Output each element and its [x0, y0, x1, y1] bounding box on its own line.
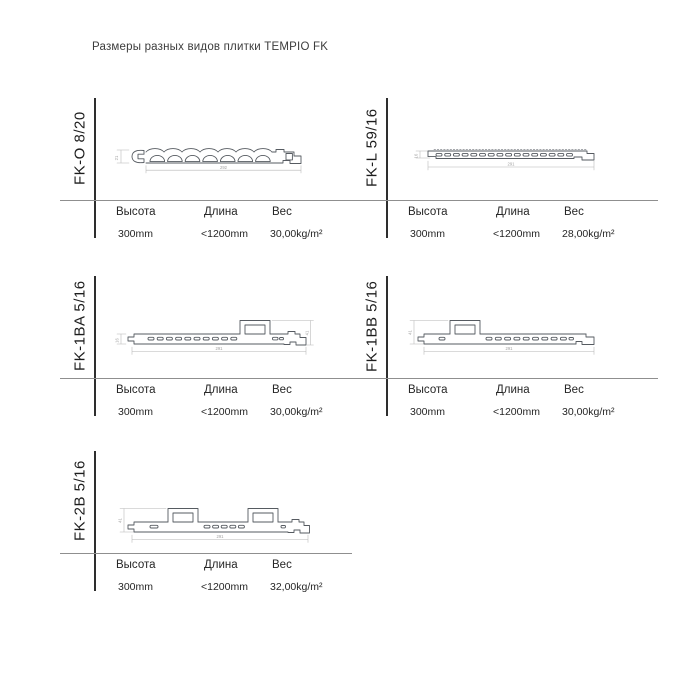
width-dimension-label: 291 — [215, 346, 223, 352]
spec-height-header: Высота — [116, 559, 156, 571]
section-fk-1ba-5-16 — [60, 276, 352, 422]
spec-length-value: <1200mm — [201, 228, 248, 240]
tile-profile-drawing — [112, 496, 324, 544]
spec-weight-header: Вес — [272, 559, 292, 571]
spec-height-header: Высота — [408, 384, 448, 396]
spec-height-header: Высота — [408, 206, 448, 218]
table-top-rule — [352, 378, 658, 379]
thickness-dimension-label: 16 — [114, 338, 120, 343]
spec-length-header: Длина — [496, 384, 530, 396]
spec-height-value: 300mm — [410, 228, 446, 240]
spec-length-header: Длина — [204, 384, 238, 396]
spec-height-value: 300mm — [118, 228, 154, 240]
spec-height-header: Высота — [116, 384, 156, 396]
profile-dome-holes — [150, 155, 270, 161]
profile-slot-holes — [436, 153, 573, 156]
spec-weight-value: 28,00kg/m² — [562, 228, 615, 240]
spec-weight-value: 30,00kg/m² — [562, 406, 615, 418]
spec-length-value: <1200mm — [493, 228, 540, 240]
width-dimension-label: 292 — [220, 164, 227, 170]
spec-weight-value: 32,00kg/m² — [270, 581, 323, 593]
section-fk-1bb-5-16 — [352, 276, 658, 422]
spec-weight-header: Вес — [564, 384, 584, 396]
spec-weight-value: 30,00kg/m² — [270, 406, 323, 418]
tile-profile-drawing — [110, 136, 322, 184]
width-dimension-label: 291 — [216, 534, 224, 540]
spec-weight-value: 30,00kg/m² — [270, 228, 323, 240]
spec-length-value: <1200mm — [201, 406, 248, 418]
spec-height-value: 300mm — [410, 406, 446, 418]
profile-slot-holes — [148, 337, 237, 340]
profile-slot-holes — [204, 525, 244, 528]
section-divider-vline — [386, 98, 388, 238]
spec-length-header: Длина — [204, 559, 238, 571]
section-divider-vline — [94, 98, 96, 238]
table-top-rule — [60, 378, 352, 379]
profile-slot-holes — [486, 337, 566, 340]
table-top-rule — [60, 553, 352, 554]
spec-weight-header: Вес — [272, 206, 292, 218]
spec-length-header: Длина — [496, 206, 530, 218]
thickness-dimension-label: 16 — [413, 153, 419, 159]
spec-length-value: <1200mm — [493, 406, 540, 418]
page-title: Размеры разных видов плитки TEMPIO FK — [92, 41, 329, 53]
tile-code-label: FK-1BA 5/16 — [71, 280, 89, 372]
tile-profile-drawing — [112, 308, 324, 356]
spec-height-value: 300mm — [118, 406, 154, 418]
section-fk-o-8-20 — [60, 98, 352, 244]
width-dimension-label: 291 — [505, 346, 513, 352]
section-fk-l-59-16 — [352, 98, 658, 244]
thickness-dimension-label: 21 — [114, 155, 119, 161]
section-divider-vline — [386, 276, 388, 416]
tile-code-label: FK-2B 5/16 — [71, 460, 89, 542]
tile-code-label: FK-L 59/16 — [363, 108, 381, 188]
section-divider-vline — [94, 451, 96, 591]
tile-profile-drawing — [398, 134, 610, 182]
table-top-rule — [60, 200, 352, 201]
tile-code-label: FK-1BB 5/16 — [363, 280, 381, 372]
total-height-dimension-label: 41 — [304, 330, 310, 336]
table-top-rule — [352, 200, 658, 201]
spec-weight-header: Вес — [272, 384, 292, 396]
total-height-dimension-label: 41 — [407, 330, 413, 335]
total-height-dimension-label: 41 — [117, 518, 123, 523]
tile-profile-drawing — [402, 308, 614, 356]
spec-length-header: Длина — [204, 206, 238, 218]
spec-weight-header: Вес — [564, 206, 584, 218]
spec-length-value: <1200mm — [201, 581, 248, 593]
section-divider-vline — [94, 276, 96, 416]
spec-height-value: 300mm — [118, 581, 154, 593]
tile-code-label: FK-O 8/20 — [71, 111, 89, 185]
spec-height-header: Высота — [116, 206, 156, 218]
width-dimension-label: 291 — [507, 161, 515, 167]
section-fk-2b-5-16 — [60, 451, 352, 597]
